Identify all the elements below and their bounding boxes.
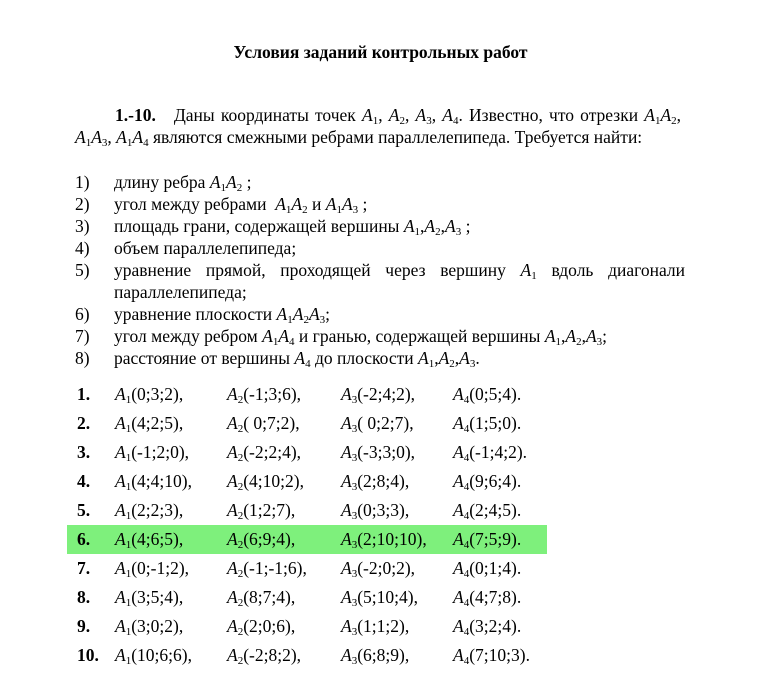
row-number: 4. bbox=[77, 471, 91, 491]
point-a3: $A_3(-3;3;0)$, bbox=[341, 442, 416, 464]
point-a3: $A_3(6;8;9)$, bbox=[341, 645, 410, 667]
point-a4: $A_4(4;7;8)$. bbox=[453, 587, 522, 609]
list-item: 7) угол между ребром $A_1A_4$ и гранью, содержащей вершины $A_1,A_2,A_3$; bbox=[75, 326, 608, 348]
task-range-label: 1.-10. bbox=[115, 105, 156, 125]
table-row bbox=[67, 467, 547, 496]
list-item: 4) объем параллелепипеда; bbox=[75, 238, 297, 258]
list-item: 2) угол между ребрами $A_1A_2$ и $A_1A_3$ ; bbox=[75, 194, 368, 216]
point-a2: $A_2(-1;-1;6)$, bbox=[227, 558, 307, 580]
point-a4: $A_4(0;1;4)$. bbox=[453, 558, 522, 580]
table-row bbox=[67, 612, 547, 641]
table-row bbox=[67, 438, 547, 467]
row-number: 3. bbox=[77, 442, 91, 462]
point-a3: $A_3$( 0;2;7), bbox=[341, 413, 414, 435]
point-a3: $A_3(-2;0;2)$, bbox=[341, 558, 416, 580]
coordinates-table bbox=[67, 380, 547, 670]
point-a3: $A_3(2;8;4)$, bbox=[341, 471, 410, 493]
table-row bbox=[67, 496, 547, 525]
list-item: 5) уравнение прямой, проходящей через вершину $A_1$ вдоль диагонали параллелепипеда; bbox=[75, 260, 686, 302]
row-number: 9. bbox=[77, 616, 91, 636]
point-a3: $A_3(1;1;2)$, bbox=[341, 616, 410, 638]
point-a3: $A_3(0;3;3)$, bbox=[341, 500, 410, 522]
point-a1: $A_1(0;3;2)$, bbox=[115, 384, 184, 406]
point-a2: $A_2(-2;8;2)$, bbox=[227, 645, 302, 667]
row-number: 8. bbox=[77, 587, 91, 607]
row-number: 6. bbox=[77, 529, 91, 549]
row-number: 2. bbox=[77, 413, 91, 433]
point-a1: $A_1(-1;2;0)$, bbox=[115, 442, 190, 464]
point-a1: $A_1(2;2;3)$, bbox=[115, 500, 184, 522]
table-row bbox=[67, 380, 547, 409]
point-a1: $A_1(0;-1;2)$, bbox=[115, 558, 190, 580]
list-item: 6) уравнение плоскости $A_1A_2A_3$; bbox=[75, 304, 331, 326]
point-a3: $A_3(-2;4;2)$, bbox=[341, 384, 416, 406]
point-a4: $A_4(2;4;5)$. bbox=[453, 500, 522, 522]
intro-paragraph: 1.-10. Даны координаты точек $A_1$, $A_2$, $A_3$, $A_4$. Известно, что отрезки $A_1A_2$, $A_1A_3$, $A_1A_4$ являются смежными ребрами параллелепипеда. Требуется найти: bbox=[75, 105, 682, 149]
point-a1: $A_1(4;4;10)$, bbox=[115, 471, 192, 493]
point-a2: $A_2(4;10;2)$, bbox=[227, 471, 304, 493]
point-a4: $A_4(7;5;9)$. bbox=[453, 529, 522, 551]
row-number: 10. bbox=[77, 645, 99, 665]
point-a2: $A_2(1;2;7)$, bbox=[227, 500, 296, 522]
point-a1: $A_1(3;0;2)$, bbox=[115, 616, 184, 638]
table-row bbox=[67, 409, 547, 438]
point-a4: $A_4(-1;4;2)$. bbox=[453, 442, 528, 464]
point-a1: $A_1(4;2;5)$, bbox=[115, 413, 184, 435]
point-a1: $A_1(4;6;5)$, bbox=[115, 529, 184, 551]
point-a3: $A_3(2;10;10)$, bbox=[341, 529, 427, 551]
point-a2: $A_2$( 0;7;2), bbox=[227, 413, 300, 435]
table-row bbox=[67, 641, 547, 670]
point-a4: $A_4(9;6;4)$. bbox=[453, 471, 522, 493]
table-row bbox=[67, 554, 547, 583]
point-a1: $A_1(3;5;4)$, bbox=[115, 587, 184, 609]
row-number: 7. bbox=[77, 558, 91, 578]
point-a2: $A_2(2;0;6)$, bbox=[227, 616, 296, 638]
point-a1: $A_1(10;6;6)$, bbox=[115, 645, 192, 667]
point-a3: $A_3(5;10;4)$, bbox=[341, 587, 418, 609]
page-title: Условия заданий контрольных работ bbox=[233, 42, 528, 62]
point-a4: $A_4(7;10;3)$. bbox=[453, 645, 530, 667]
point-a4: $A_4(1;5;0)$. bbox=[453, 413, 522, 435]
row-number: 5. bbox=[77, 500, 91, 520]
list-item: 1) длину ребра $A_1A_2$ ; bbox=[75, 172, 252, 194]
table-row bbox=[67, 583, 547, 612]
row-number: 1. bbox=[77, 384, 91, 404]
point-a2: $A_2(8;7;4)$, bbox=[227, 587, 296, 609]
list-item: 8) расстояние от вершины $A_4$ до плоскости $A_1,A_2,A_3$. bbox=[75, 348, 480, 370]
point-a2: $A_2(-2;2;4)$, bbox=[227, 442, 302, 464]
task-list bbox=[75, 171, 685, 369]
point-a2: $A_2(6;9;4)$, bbox=[227, 529, 296, 551]
point-a2: $A_2(-1;3;6)$, bbox=[227, 384, 302, 406]
point-a4: $A_4(0;5;4)$. bbox=[453, 384, 522, 406]
point-a4: $A_4(3;2;4)$. bbox=[453, 616, 522, 638]
highlighted-row bbox=[67, 525, 547, 554]
list-item: 3) площадь грани, содержащей вершины $A_1,A_2,A_3$ ; bbox=[75, 216, 471, 238]
